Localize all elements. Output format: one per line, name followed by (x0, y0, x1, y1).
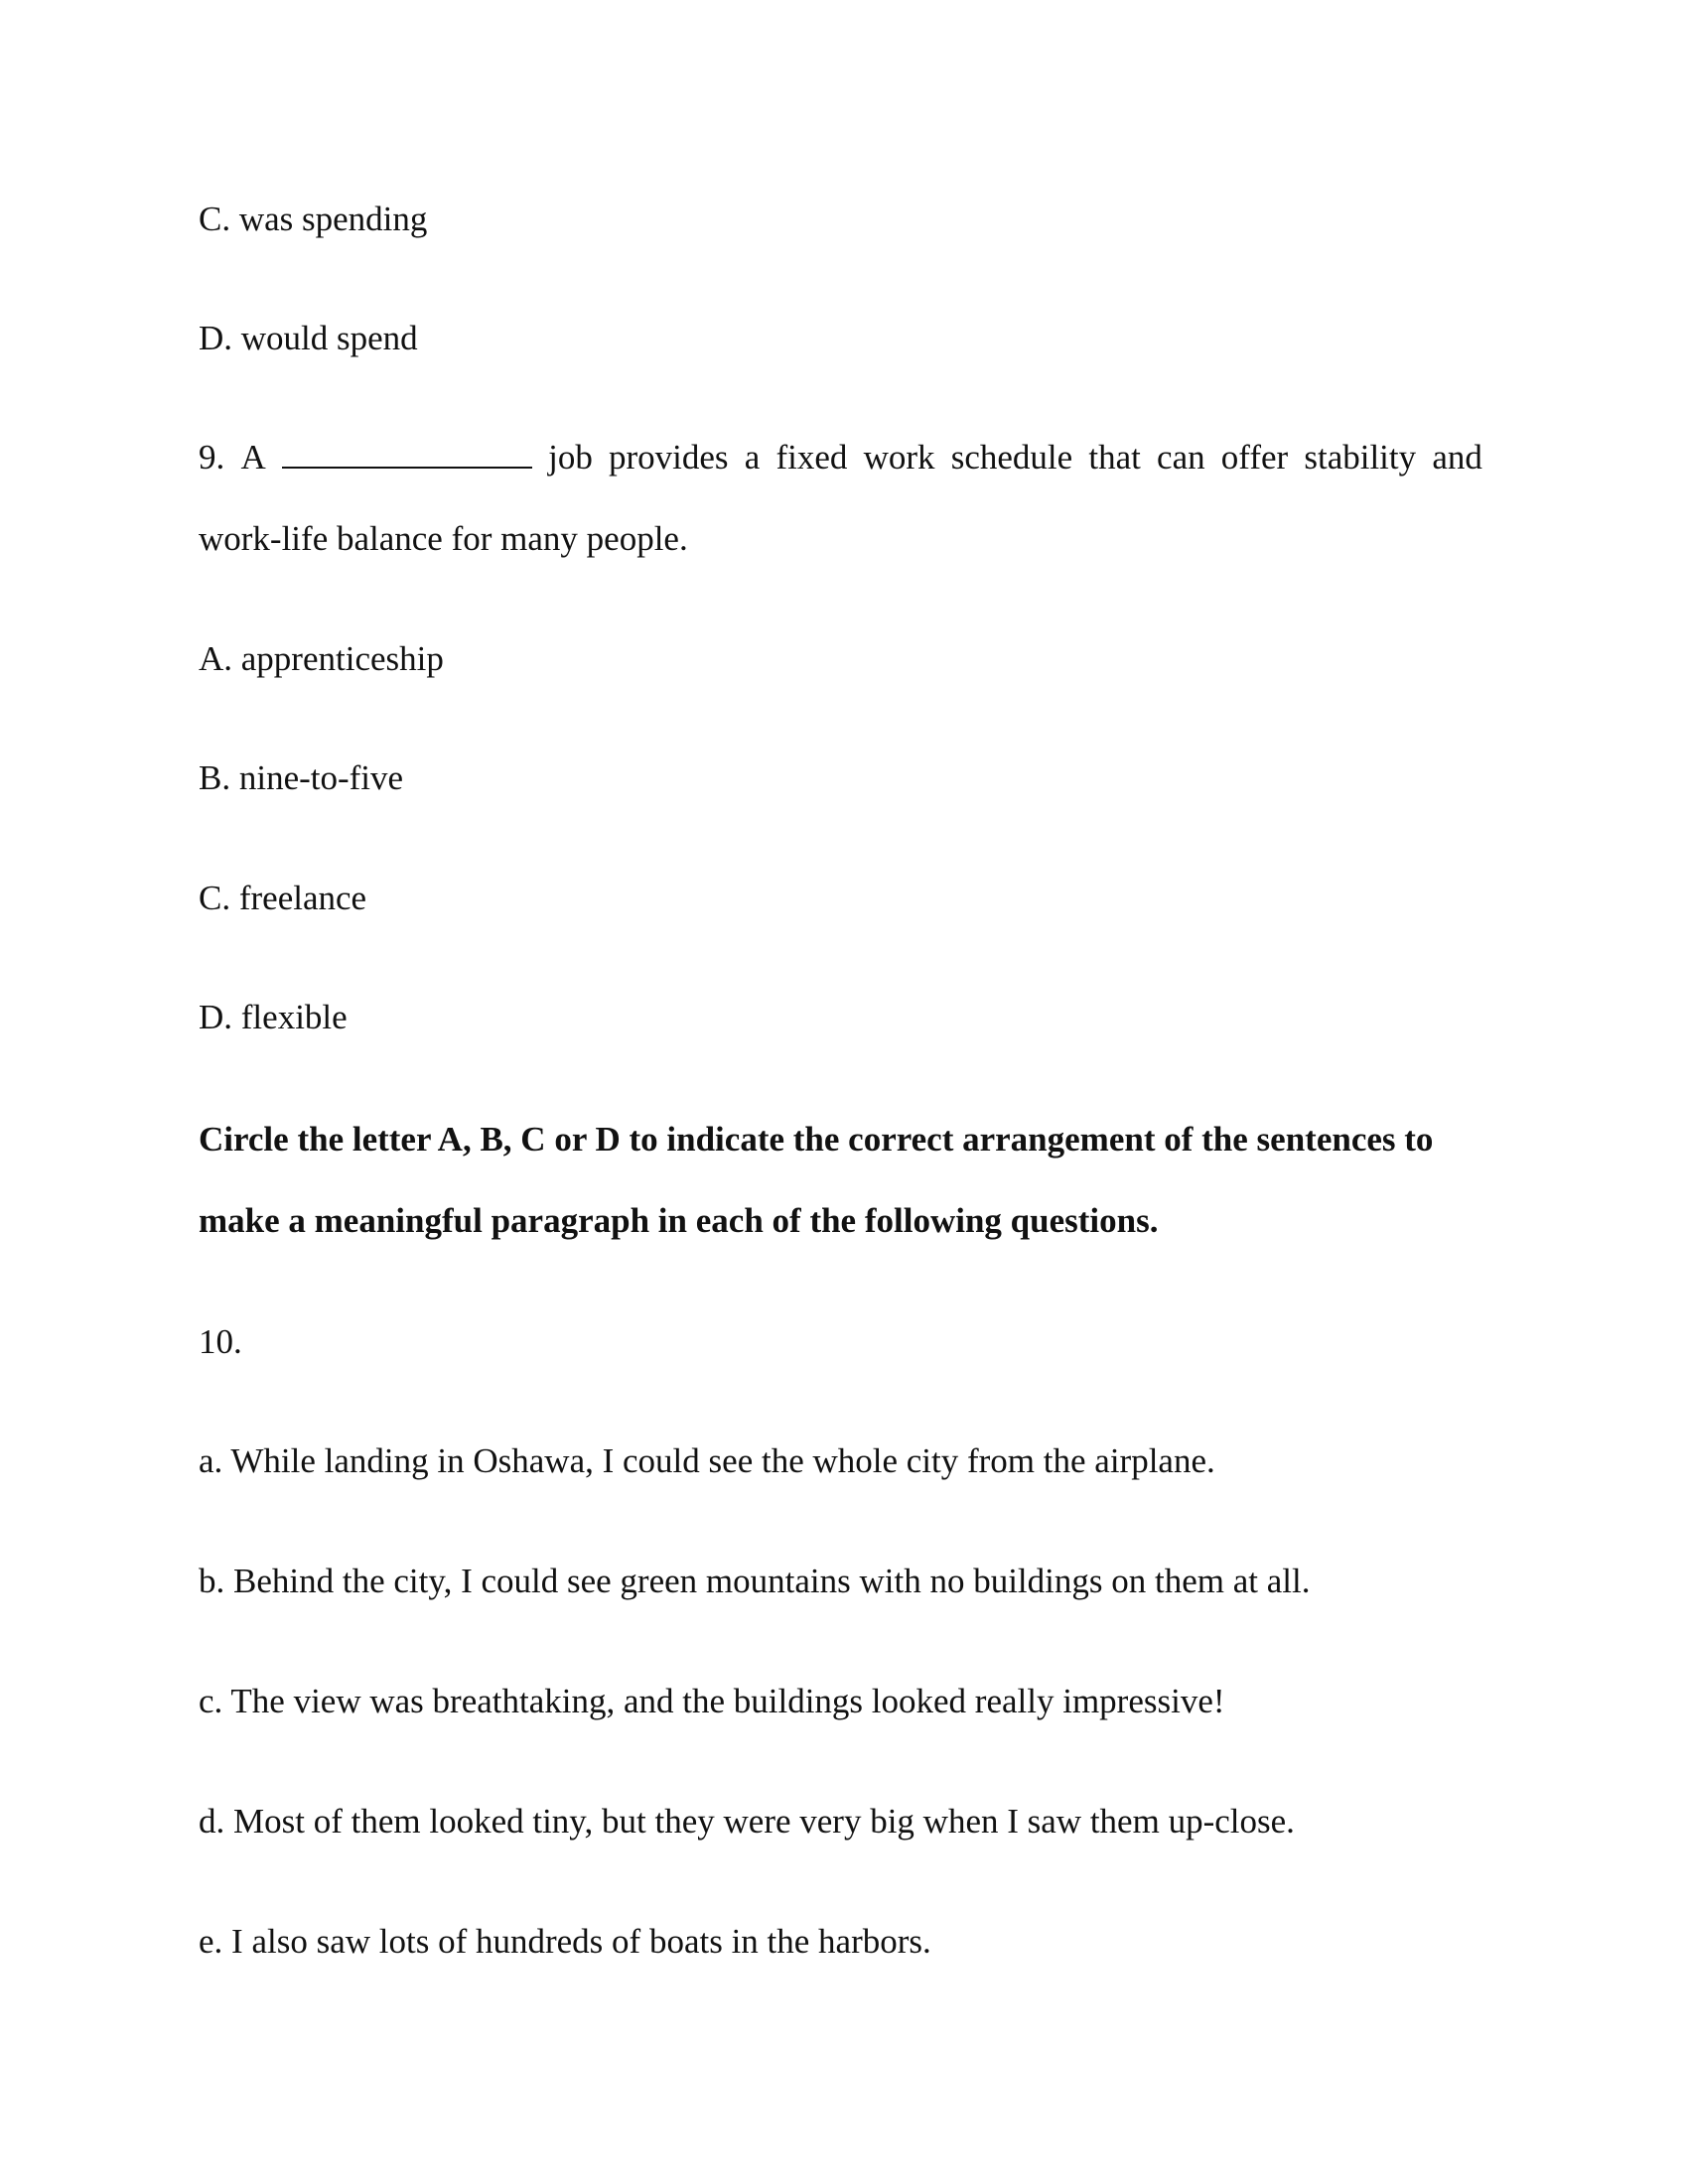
q9-option-d: D. flexible (199, 998, 348, 1036)
q10-sentence-e: e. I also saw lots of hundreds of boats in the harbors. (199, 1922, 931, 1961)
q9-answer-blank (282, 437, 532, 469)
q9-word: job (548, 438, 593, 477)
q9-word: work (863, 438, 935, 477)
q9-stem-line-2: work-life balance for many people. (199, 519, 688, 558)
q9-option-b: B. nine-to-five (199, 758, 404, 797)
q10-sentence-d: d. Most of them looked tiny, but they were very big when I saw them up-close. (199, 1802, 1295, 1841)
q9-word: schedule (950, 438, 1073, 477)
q10-number: 10. (199, 1322, 242, 1361)
q9-word: provides (609, 438, 729, 477)
q10-sentence-c: c. The view was breathtaking, and the buildings looked really impressive! (199, 1682, 1225, 1720)
instruction-line-1: Circle the letter A, B, C or D to indicate the correct arrangement of the sentences to (199, 1120, 1434, 1159)
q9-word: A (240, 438, 266, 477)
q9-stem-line-1 (199, 437, 1482, 478)
q9-word: a (744, 438, 761, 477)
q9-word: can (1157, 438, 1205, 477)
q9-number: 9. (199, 438, 225, 477)
q9-word: offer (1220, 438, 1289, 477)
instruction-line-2: make a meaningful paragraph in each of the following questions. (199, 1201, 1159, 1240)
q10-sentence-a: a. While landing in Oshawa, I could see the whole city from the airplane. (199, 1441, 1215, 1480)
q9-word: fixed (775, 438, 848, 477)
q10-sentence-b: b. Behind the city, I could see green mountains with no buildings on them at all. (199, 1562, 1311, 1600)
q9-option-c: C. freelance (199, 879, 367, 917)
q9-option-a: A. apprenticeship (199, 639, 444, 678)
q8-option-d: D. would spend (199, 319, 418, 357)
q9-word: that (1088, 438, 1141, 477)
q9-word: stability (1304, 438, 1417, 477)
q9-word: and (1432, 438, 1482, 477)
q8-option-c: C. was spending (199, 200, 428, 238)
